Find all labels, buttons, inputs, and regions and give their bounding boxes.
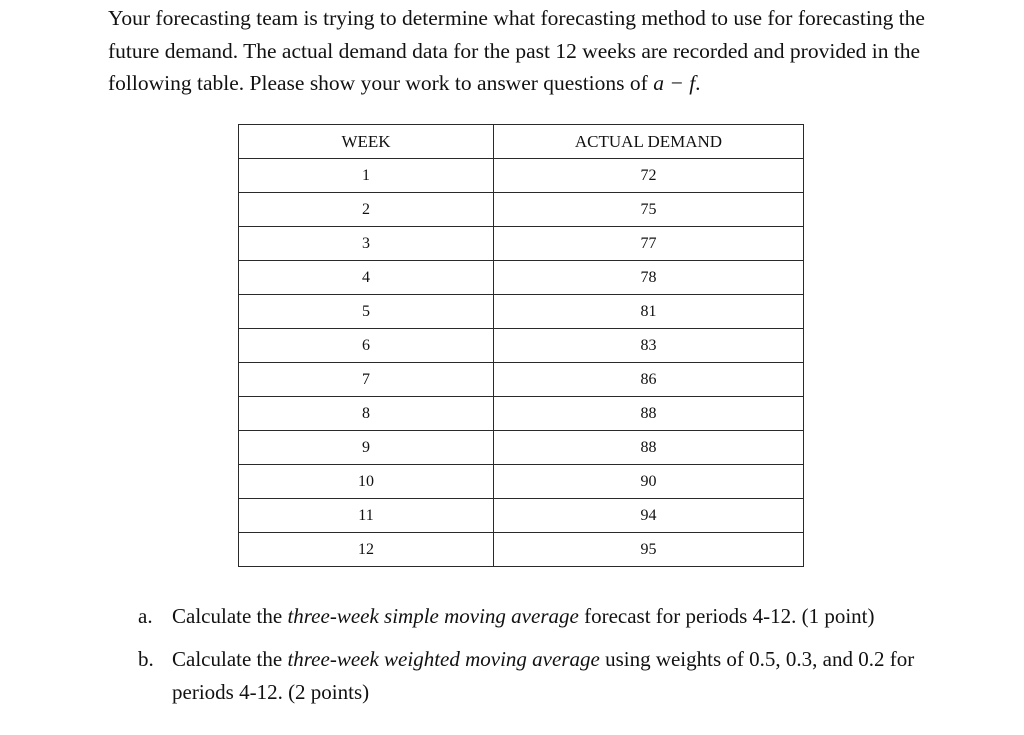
demand-cell: 94 [494,499,804,533]
table-row [239,159,804,193]
demand-cell: 88 [494,431,804,465]
intro-end: . [695,71,701,95]
demand-cell: 81 [494,295,804,329]
table-row [239,499,804,533]
header-week: WEEK [239,125,494,159]
demand-cell: 77 [494,227,804,261]
question-text-before: Calculate the [172,647,288,671]
table-row [239,261,804,295]
table-header-row [239,125,804,159]
table-row [239,465,804,499]
table-row [239,533,804,567]
table-row [239,397,804,431]
table-row [239,363,804,397]
question-text-before: Calculate the [172,604,288,628]
table-row [239,295,804,329]
question-text [172,643,938,709]
table-row [239,329,804,363]
demand-cell: 86 [494,363,804,397]
week-cell: 7 [239,363,494,397]
week-cell: 5 [239,295,494,329]
table-row [239,431,804,465]
question-emphasis: three-week simple moving average [287,604,579,628]
week-cell: 2 [239,193,494,227]
question-marker: b. [138,647,154,671]
demand-cell: 72 [494,159,804,193]
demand-cell: 75 [494,193,804,227]
week-cell: 4 [239,261,494,295]
intro-math-range: a − f [653,71,696,95]
demand-cell: 95 [494,533,804,567]
question-text-after: forecast for periods 4-12. (1 point) [578,604,875,628]
demand-cell: 78 [494,261,804,295]
demand-table [238,124,804,567]
question-marker: a. [138,604,153,628]
week-cell: 11 [239,499,494,533]
header-actual-demand: ACTUAL DEMAND [494,125,804,159]
question-b [138,643,938,709]
questions-list [138,600,938,719]
question-text [172,600,938,633]
question-a [138,600,938,633]
table-row [239,227,804,261]
intro-paragraph [108,2,948,100]
demand-table-container [238,124,804,567]
week-cell: 10 [239,465,494,499]
demand-cell: 90 [494,465,804,499]
week-cell: 9 [239,431,494,465]
question-text-after: using weights of 0.5, 0.3, and 0.2 for periods 4-12. (2 points) [172,647,915,704]
question-emphasis: three-week weighted moving average [287,647,600,671]
intro-text: Your forecasting team is trying to determine what forecasting method to use for forecasting the future demand. The actual demand data for the past 12 weeks are recorded and provided in the following table. Please show your work to answer questions of [108,6,925,95]
week-cell: 12 [239,533,494,567]
week-cell: 8 [239,397,494,431]
week-cell: 3 [239,227,494,261]
demand-cell: 88 [494,397,804,431]
table-row [239,193,804,227]
demand-cell: 83 [494,329,804,363]
week-cell: 6 [239,329,494,363]
week-cell: 1 [239,159,494,193]
